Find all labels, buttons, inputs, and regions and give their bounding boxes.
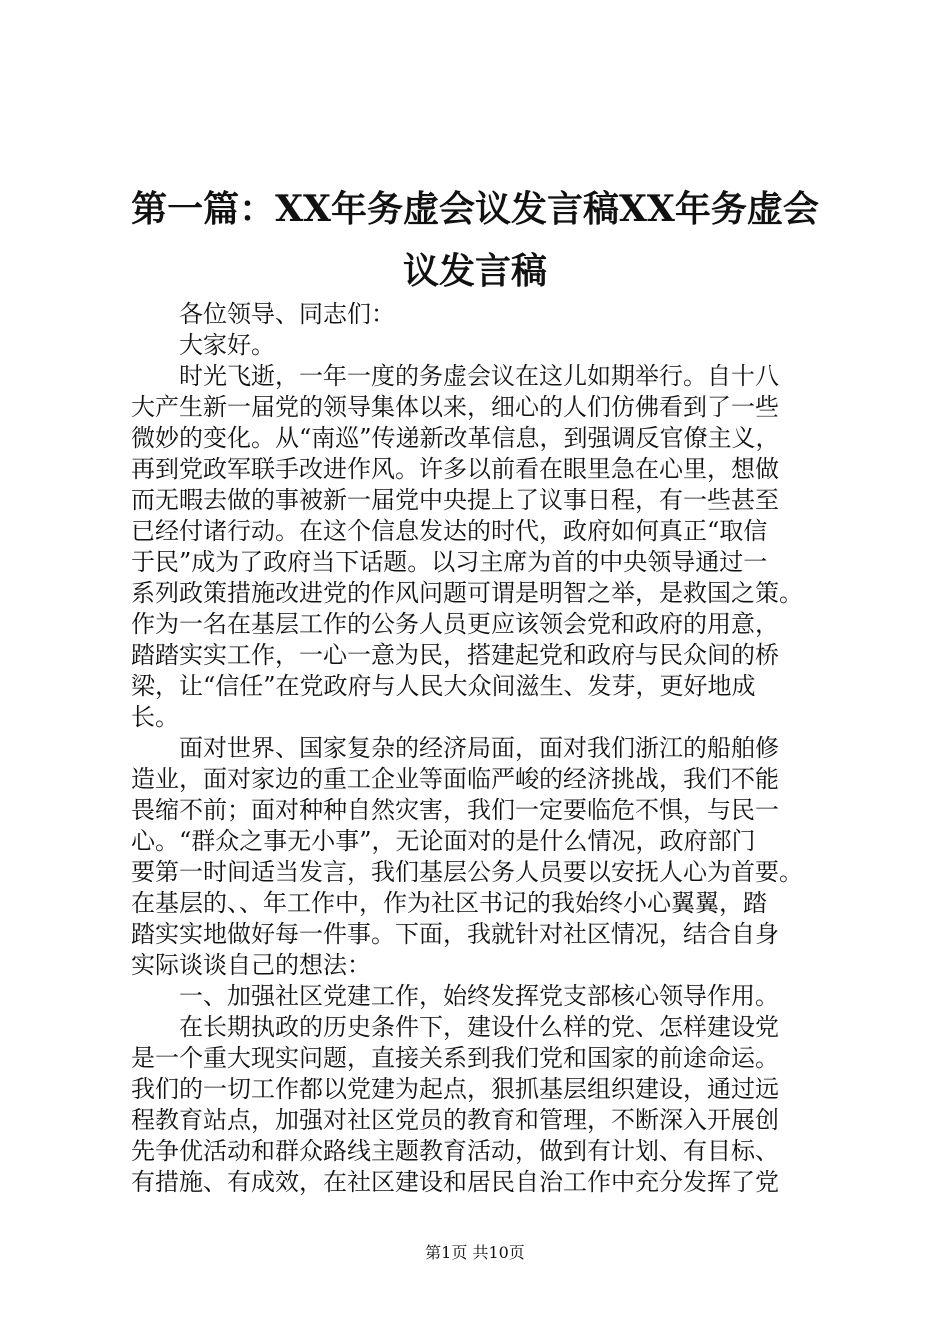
body-line: 是一个重大现实问题，直接关系到我们党和国家的前途命运。 xyxy=(131,1044,779,1072)
body-line: 畏缩不前；面对种种自然灾害，我们一定要临危不惧，与民一 xyxy=(131,796,779,824)
body-line: 大家好。 xyxy=(131,331,275,359)
body-line: 系列政策措施改进党的作风问题可谓是明智之举，是救国之策。 xyxy=(131,579,803,607)
body-line: 要第一时间适当发言，我们基层公务人员要以安抚人心为首要。 xyxy=(131,858,803,886)
body-line: 实际谈谈自己的想法： xyxy=(131,951,371,979)
body-line: 有措施、有成效，在社区建设和居民自治工作中充分发挥了党 xyxy=(131,1168,779,1196)
body-line: 作为一名在基层工作的公务人员更应该领会党和政府的用意， xyxy=(131,610,779,638)
body-line: 造业，面对家边的重工企业等面临严峻的经济挑战，我们不能 xyxy=(131,765,779,793)
body-line: 而无暇去做的事被新一届党中央提上了议事日程，有一些甚至 xyxy=(131,486,779,514)
body-line: 于民”成为了政府当下话题。以习主席为首的中央领导通过一 xyxy=(131,548,768,576)
body-line: 各位领导、同志们： xyxy=(131,300,395,328)
page-footer: 第1页 共10页 xyxy=(425,1243,525,1262)
body-line: 梁，让“信任”在党政府与人民大众间滋生、发芽，更好地成 xyxy=(131,672,756,700)
body-line: 时光飞逝，一年一度的务虚会议在这儿如期举行。自十八 xyxy=(131,362,779,390)
body-line: 大产生新一届党的领导集体以来，细心的人们仿佛看到了一些 xyxy=(131,393,779,421)
body-line: 我们的一切工作都以党建为起点，狠抓基层组织建设，通过远 xyxy=(131,1075,779,1103)
body-line: 微妙的变化。从“南巡”传递新改革信息，到强调反官僚主义， xyxy=(131,424,780,452)
body-line: 面对世界、国家复杂的经济局面，面对我们浙江的船舶修 xyxy=(131,734,779,762)
document-title: 第一篇：XX年务虚会议发言稿XX年务虚会议发言稿 xyxy=(131,188,819,292)
body-line: 程教育站点，加强对社区党员的教育和管理，不断深入开展创 xyxy=(131,1106,779,1134)
body-line: 长。 xyxy=(131,703,179,731)
body-line: 踏实实地做好每一件事。下面，我就针对社区情况，结合自身 xyxy=(131,920,779,948)
body-line: 先争优活动和群众路线主题教育活动，做到有计划、有目标、 xyxy=(131,1137,779,1165)
body-line: 一、加强社区党建工作，始终发挥党支部核心领导作用。 xyxy=(131,982,779,1010)
body-line: 踏踏实实工作，一心一意为民，搭建起党和政府与民众间的桥 xyxy=(131,641,779,669)
body-line: 心。“群众之事无小事”，无论面对的是什么情况，政府部门 xyxy=(131,827,756,855)
body-line: 再到党政军联手改进作风。许多以前看在眼里急在心里，想做 xyxy=(131,455,779,483)
body-line: 在长期执政的历史条件下，建设什么样的党、怎样建设党 xyxy=(131,1013,779,1041)
body-line: 在基层的、、年工作中，作为社区书记的我始终小心翼翼，踏 xyxy=(131,889,767,917)
body-line: 已经付诸行动。在这个信息发达的时代，政府如何真正“取信 xyxy=(131,517,768,545)
